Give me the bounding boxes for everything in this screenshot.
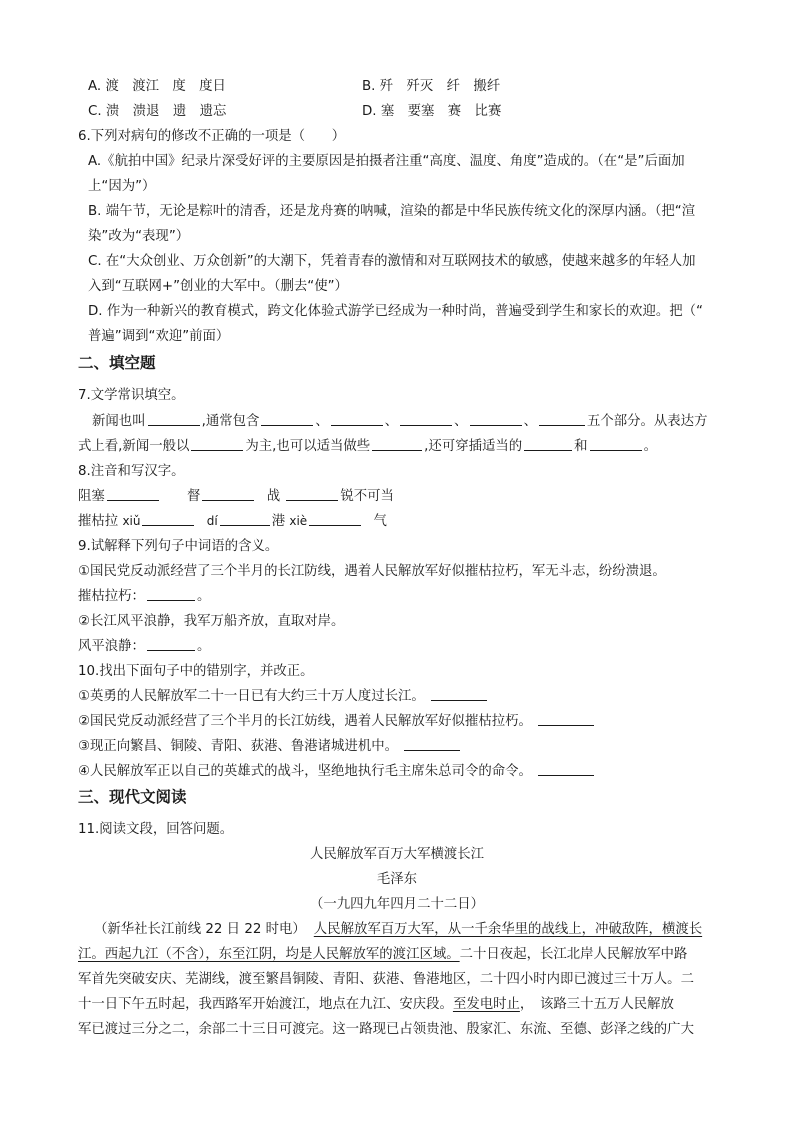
q10-text: ①英勇的人民解放军二十一日已有大约三十万人度过长江。 [78,689,425,704]
q7-text: 、 [315,414,329,429]
answer-blank[interactable] [539,410,585,426]
answer-blank[interactable] [331,410,383,426]
q5-options-row-1 [0,74,794,99]
article-title: 人民解放军百万大军横渡长江 [309,847,485,862]
answer-blank[interactable] [191,435,243,451]
q9-term-label: 风平浪静： [78,639,145,654]
q8-line-1 [78,484,718,509]
q5-option-a: A. 渡 渡江 度 度日 [88,79,226,94]
q8-stem: 8.注音和写汉字。 [78,464,185,479]
q6-option-b-line1: B. 端午节，无论是粽叶的清香，还是龙舟赛的呐喊，渲染的都是中华民族传统文化的深厚内涵。（把“渲 [88,204,696,219]
q10-text: ②国民党反动派经营了三个半月的长江妨线，遇着人民解放军好似摧枯拉朽。 [78,714,532,729]
article-underlined-text: 人民解放军百万大军，从一千余华里的战线上，冲破敌阵，横渡长 [313,922,703,937]
q6-option-a-line2: 上“因为”） [88,179,156,194]
answer-blank[interactable] [590,435,642,451]
article-line-4 [78,992,718,1017]
q7-text: 。 [643,439,657,454]
answer-blank[interactable] [202,485,254,501]
q10-stem: 10.找出下面句子中的错别字，并改正。 [78,664,314,679]
answer-blank[interactable] [286,485,338,501]
q6-option-d-line2: 普遍”调到“欢迎”前面） [88,329,230,344]
q7-text: 为主,也可以适当做些 [245,439,371,454]
article-underlined-text: 江。西起九江（不含），东至江阴，均是人民解放军的渡江区域。 [78,947,460,962]
answer-blank[interactable] [431,685,487,701]
article-text: 十一日下午五时起，我西路军开始渡江，地点在九江、安庆段。 [78,997,453,1012]
answer-blank[interactable] [470,410,522,426]
q7-stem: 7.文学常识填空。 [78,388,185,403]
q9-text: 。 [196,639,211,654]
q7-line-1 [92,409,722,434]
q9-term-1 [78,584,718,609]
answer-blank[interactable] [404,735,460,751]
section-heading-fill-blank: 二、填空题 [78,354,156,372]
q7-text: ,还可穿插适当的 [424,439,523,454]
q9-sentence-1: ①国民党反动派经营了三个半月的长江防线，遇着人民解放军好似摧枯拉朽，军无斗志，纷纷溃退。 [78,564,666,579]
article-text: （新华社长江前线 22 日 22 时电） [94,922,306,937]
article-text: ， 该路三十五万人民解放 [519,997,674,1012]
q10-sentence-2 [78,709,718,734]
answer-blank[interactable] [538,710,594,726]
q8-word: 阻塞 [78,489,105,504]
q9-text: 。 [196,589,211,604]
article-date: （一九四九年四月二十二日） [309,897,485,912]
answer-blank[interactable] [142,510,194,526]
q8-word: 战 [266,489,281,504]
q7-line-2 [78,434,718,459]
q10-text: ④人民解放军正以自己的英雄式的战斗，坚绝地执行毛主席朱总司令的命令。 [78,764,532,779]
q11-stem: 11.阅读文段，回答问题。 [78,822,234,837]
q8-word: 气 [373,514,387,529]
q7-text: 、 [454,414,468,429]
answer-blank[interactable] [147,585,195,601]
q5-option-c: C. 溃 溃退 遗 遗忘 [88,104,227,119]
article-line-5: 军已渡过三分之二，余部二十三日可渡完。这一路现已占领贵池、殷家汇、东流、至德、彭泽之线的广大 [78,1022,694,1037]
q8-word: 锐不可当 [340,489,394,504]
q10-sentence-3 [78,734,718,759]
answer-blank[interactable] [147,635,195,651]
q8-word: 港 [271,514,286,529]
q10-sentence-4 [78,759,718,784]
q6-stem: 6.下列对病句的修改不正确的一项是（ ） [78,129,346,144]
answer-blank[interactable] [148,410,200,426]
answer-blank[interactable] [524,435,572,451]
section-heading-reading: 三、现代文阅读 [78,788,187,806]
q9-sentence-2: ②长江风平浪静，我军万船齐放，直取对岸。 [78,614,345,629]
q9-term-label: 摧枯拉朽： [78,589,145,604]
q8-pinyin: xiè [289,514,308,528]
q10-sentence-1 [78,684,718,709]
q5-option-d: D. 塞 要塞 赛 比赛 [362,104,502,119]
q9-stem: 9.试解释下列句子中词语的含义。 [78,539,279,554]
q6-option-d-line1: D. 作为一种新兴的教育模式，跨文化体验式游学已经成为一种时尚，普遍受到学生和家长的欢迎。把（“ [88,304,703,319]
q8-word: 督 [187,489,201,504]
q5-options-row-2 [0,99,794,124]
q6-option-a-line1: A.《航拍中国》纪录片深受好评的主要原因是拍摄者注重“高度、温度、角度”造成的。（在“是”后面加 [88,154,685,169]
q8-pinyin: xiǔ [122,514,141,528]
answer-blank[interactable] [261,410,313,426]
q8-word: 摧枯拉 [78,514,119,529]
article-text: 二十日夜起，长江北岸人民解放军中路 [459,947,688,962]
q7-text: 、 [523,414,537,429]
answer-blank[interactable] [309,510,361,526]
article-line-2 [78,942,718,967]
article-underlined-text: 至发电时止 [452,997,520,1012]
q7-text: 式上看,新闻一般以 [78,439,190,454]
q7-text: 和 [574,439,588,454]
q6-option-b-line2: 染”改为“表现”） [88,229,190,244]
article-author: 毛泽东 [376,872,418,887]
q7-text: ,通常包含 [201,414,260,429]
q9-term-2 [78,634,718,659]
q7-text: 、 [384,414,399,429]
answer-blank[interactable] [220,510,270,526]
answer-blank[interactable] [538,760,594,776]
q6-option-c-line2: 入到“互联网+”创业的大军中。（删去“使”） [88,279,348,294]
answer-blank[interactable] [372,435,422,451]
q7-text: 五个部分。从表达方 [586,414,708,429]
q5-option-b: B. 歼 歼灭 纤 搬纤 [362,79,501,94]
q8-pinyin: dí [206,514,218,528]
article-line-3: 军首先突破安庆、芜湖线，渡至繁昌铜陵、青阳、荻港、鲁港地区，二十四小时内即已渡过三十万人。二 [78,972,694,987]
q6-option-c-line1: C. 在“大众创业、万众创新”的大潮下，凭着青春的激情和对互联网技术的敏感，使越来越多的年轻人加 [88,254,696,269]
q8-line-2 [78,509,718,534]
q10-text: ③现正向繁昌、铜陵、青阳、荻港、鲁港诸城进机中。 [78,739,398,754]
answer-blank[interactable] [107,485,159,501]
answer-blank[interactable] [400,410,452,426]
article-line-1 [94,917,718,942]
q7-text: 新闻也叫 [92,414,146,429]
